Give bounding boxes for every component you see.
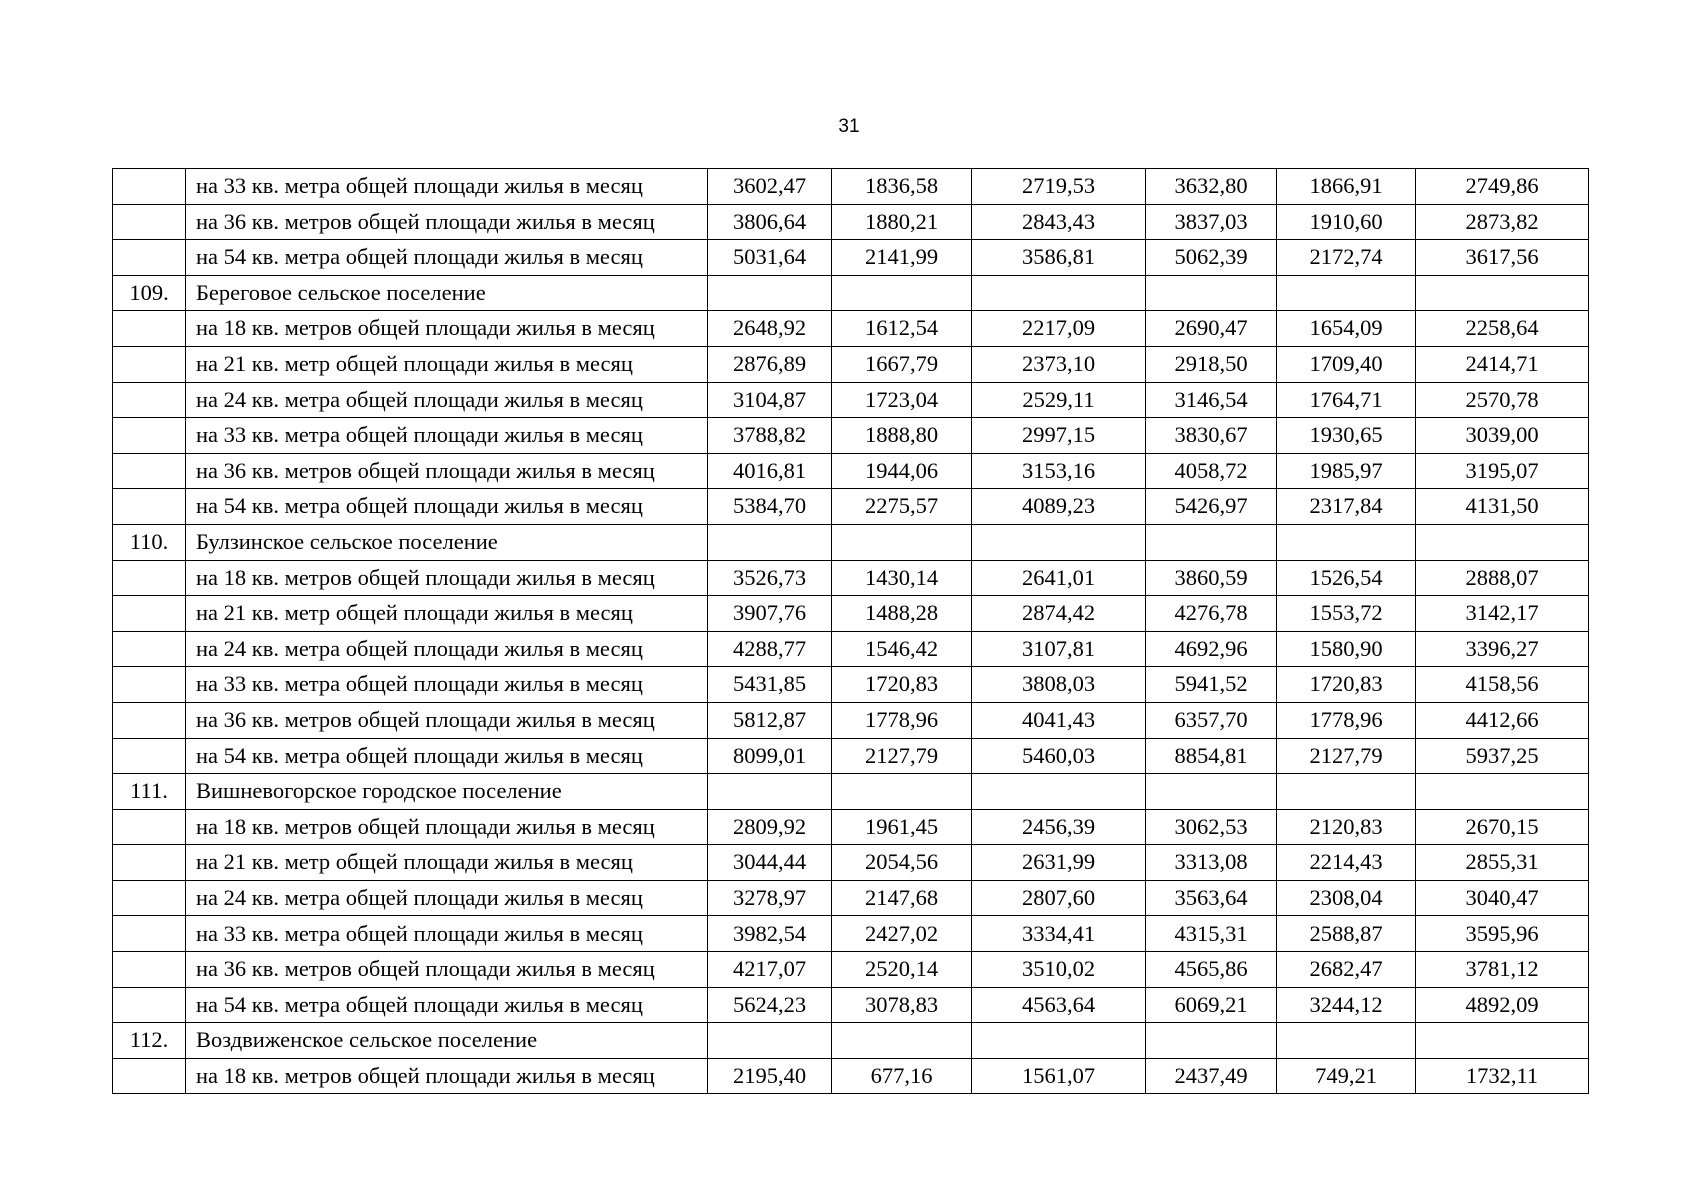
value-cell — [832, 275, 972, 311]
value-cell: 3039,00 — [1416, 418, 1589, 454]
value-cell: 8854,81 — [1146, 738, 1277, 774]
settlement-row — [113, 524, 1589, 560]
value-cell: 2120,83 — [1277, 809, 1416, 845]
value-cell: 3586,81 — [972, 240, 1146, 276]
value-cell: 1985,97 — [1277, 453, 1416, 489]
housing-norm-cell: на 36 кв. метров общей площади жилья в месяц — [186, 204, 708, 240]
value-cell: 1720,83 — [832, 667, 972, 703]
value-cell: 4412,66 — [1416, 702, 1589, 738]
housing-norm-cell: на 36 кв. метров общей площади жилья в месяц — [186, 702, 708, 738]
value-cell: 1667,79 — [832, 346, 972, 382]
value-cell: 3040,47 — [1416, 880, 1589, 916]
value-cell: 3142,17 — [1416, 596, 1589, 632]
value-cell: 5062,39 — [1146, 240, 1277, 276]
value-cell: 4158,56 — [1416, 667, 1589, 703]
tariff-table-body — [113, 169, 1589, 1094]
table-row — [113, 489, 1589, 525]
settlement-row — [113, 1023, 1589, 1059]
value-cell: 3982,54 — [708, 916, 832, 952]
value-cell: 1526,54 — [1277, 560, 1416, 596]
value-cell: 2529,11 — [972, 382, 1146, 418]
table-row — [113, 845, 1589, 881]
value-cell: 1732,11 — [1416, 1058, 1589, 1094]
value-cell — [832, 524, 972, 560]
value-cell: 1720,83 — [1277, 667, 1416, 703]
value-cell: 3062,53 — [1146, 809, 1277, 845]
value-cell — [972, 275, 1146, 311]
value-cell: 3195,07 — [1416, 453, 1589, 489]
value-cell — [1416, 1023, 1589, 1059]
value-cell: 3078,83 — [832, 987, 972, 1023]
value-cell: 2631,99 — [972, 845, 1146, 881]
value-cell — [1277, 524, 1416, 560]
housing-norm-cell: на 21 кв. метр общей площади жилья в месяц — [186, 346, 708, 382]
value-cell — [1146, 275, 1277, 311]
value-cell: 3146,54 — [1146, 382, 1277, 418]
value-cell: 1778,96 — [1277, 702, 1416, 738]
row-number-cell: 109. — [113, 275, 186, 311]
value-cell: 2874,42 — [972, 596, 1146, 632]
value-cell: 3104,87 — [708, 382, 832, 418]
value-cell: 4089,23 — [972, 489, 1146, 525]
value-cell: 5460,03 — [972, 738, 1146, 774]
value-cell: 1880,21 — [832, 204, 972, 240]
value-cell: 2217,09 — [972, 311, 1146, 347]
value-cell: 3107,81 — [972, 631, 1146, 667]
value-cell — [708, 1023, 832, 1059]
value-cell: 2690,47 — [1146, 311, 1277, 347]
housing-norm-cell: на 36 кв. метров общей площади жилья в месяц — [186, 453, 708, 489]
row-number-cell — [113, 880, 186, 916]
value-cell: 4692,96 — [1146, 631, 1277, 667]
value-cell: 2172,74 — [1277, 240, 1416, 276]
table-row — [113, 169, 1589, 205]
value-cell: 2749,86 — [1416, 169, 1589, 205]
table-row — [113, 418, 1589, 454]
value-cell: 2888,07 — [1416, 560, 1589, 596]
value-cell: 1430,14 — [832, 560, 972, 596]
value-cell: 1546,42 — [832, 631, 972, 667]
value-cell: 2054,56 — [832, 845, 972, 881]
tariff-table — [112, 168, 1589, 1094]
row-number-cell — [113, 1058, 186, 1094]
table-row — [113, 311, 1589, 347]
settlement-row — [113, 275, 1589, 311]
row-number-cell: 110. — [113, 524, 186, 560]
value-cell: 4058,72 — [1146, 453, 1277, 489]
value-cell: 3313,08 — [1146, 845, 1277, 881]
settlement-name-cell: Воздвиженское сельское поселение — [186, 1023, 708, 1059]
value-cell: 3788,82 — [708, 418, 832, 454]
value-cell: 2918,50 — [1146, 346, 1277, 382]
table-row — [113, 667, 1589, 703]
row-number-cell: 112. — [113, 1023, 186, 1059]
settlement-name-cell: Береговое сельское поселение — [186, 275, 708, 311]
value-cell: 2843,43 — [972, 204, 1146, 240]
housing-norm-cell: на 24 кв. метра общей площади жилья в месяц — [186, 382, 708, 418]
row-number-cell — [113, 204, 186, 240]
table-row — [113, 987, 1589, 1023]
housing-norm-cell: на 18 кв. метров общей площади жилья в месяц — [186, 809, 708, 845]
value-cell: 3617,56 — [1416, 240, 1589, 276]
value-cell: 2427,02 — [832, 916, 972, 952]
settlement-name-cell: Булзинское сельское поселение — [186, 524, 708, 560]
value-cell: 3602,47 — [708, 169, 832, 205]
housing-norm-cell: на 24 кв. метра общей площади жилья в месяц — [186, 880, 708, 916]
value-cell: 1764,71 — [1277, 382, 1416, 418]
table-row — [113, 453, 1589, 489]
row-number-cell — [113, 952, 186, 988]
housing-norm-cell: на 33 кв. метра общей площади жилья в месяц — [186, 169, 708, 205]
value-cell: 2456,39 — [972, 809, 1146, 845]
value-cell: 5426,97 — [1146, 489, 1277, 525]
table-row — [113, 204, 1589, 240]
value-cell — [1146, 774, 1277, 810]
value-cell: 5812,87 — [708, 702, 832, 738]
value-cell: 4131,50 — [1416, 489, 1589, 525]
table-row — [113, 1058, 1589, 1094]
housing-norm-cell: на 33 кв. метра общей площади жилья в месяц — [186, 916, 708, 952]
value-cell: 2997,15 — [972, 418, 1146, 454]
value-cell: 4315,31 — [1146, 916, 1277, 952]
row-number-cell — [113, 169, 186, 205]
value-cell: 4892,09 — [1416, 987, 1589, 1023]
housing-norm-cell: на 33 кв. метра общей площади жилья в месяц — [186, 418, 708, 454]
table-row — [113, 240, 1589, 276]
value-cell — [708, 275, 832, 311]
value-cell — [1146, 524, 1277, 560]
row-number-cell — [113, 596, 186, 632]
row-number-cell — [113, 453, 186, 489]
value-cell: 749,21 — [1277, 1058, 1416, 1094]
value-cell: 1944,06 — [832, 453, 972, 489]
value-cell: 4016,81 — [708, 453, 832, 489]
value-cell: 2670,15 — [1416, 809, 1589, 845]
housing-norm-cell: на 36 кв. метров общей площади жилья в месяц — [186, 952, 708, 988]
table-row — [113, 916, 1589, 952]
value-cell — [972, 524, 1146, 560]
value-cell: 4565,86 — [1146, 952, 1277, 988]
value-cell: 3044,44 — [708, 845, 832, 881]
value-cell: 3334,41 — [972, 916, 1146, 952]
value-cell: 2873,82 — [1416, 204, 1589, 240]
row-number-cell — [113, 346, 186, 382]
value-cell: 2127,79 — [1277, 738, 1416, 774]
value-cell: 2414,71 — [1416, 346, 1589, 382]
value-cell: 4563,64 — [972, 987, 1146, 1023]
value-cell: 2520,14 — [832, 952, 972, 988]
housing-norm-cell: на 33 кв. метра общей площади жилья в месяц — [186, 667, 708, 703]
value-cell: 1961,45 — [832, 809, 972, 845]
value-cell: 5941,52 — [1146, 667, 1277, 703]
value-cell: 2127,79 — [832, 738, 972, 774]
row-number-cell — [113, 667, 186, 703]
value-cell: 2147,68 — [832, 880, 972, 916]
value-cell: 2141,99 — [832, 240, 972, 276]
housing-norm-cell: на 54 кв. метра общей площади жилья в месяц — [186, 738, 708, 774]
value-cell: 5624,23 — [708, 987, 832, 1023]
row-number-cell — [113, 702, 186, 738]
value-cell: 1910,60 — [1277, 204, 1416, 240]
housing-norm-cell: на 54 кв. метра общей площади жилья в месяц — [186, 240, 708, 276]
table-row — [113, 560, 1589, 596]
value-cell: 3526,73 — [708, 560, 832, 596]
value-cell: 3595,96 — [1416, 916, 1589, 952]
housing-norm-cell: на 54 кв. метра общей площади жилья в месяц — [186, 489, 708, 525]
value-cell: 2719,53 — [972, 169, 1146, 205]
value-cell: 2437,49 — [1146, 1058, 1277, 1094]
table-row — [113, 880, 1589, 916]
value-cell: 1580,90 — [1277, 631, 1416, 667]
value-cell: 2648,92 — [708, 311, 832, 347]
value-cell: 1723,04 — [832, 382, 972, 418]
table-row — [113, 809, 1589, 845]
table-row — [113, 702, 1589, 738]
value-cell: 2807,60 — [972, 880, 1146, 916]
row-number-cell — [113, 240, 186, 276]
value-cell: 5031,64 — [708, 240, 832, 276]
value-cell: 2373,10 — [972, 346, 1146, 382]
value-cell: 2588,87 — [1277, 916, 1416, 952]
value-cell: 2570,78 — [1416, 382, 1589, 418]
row-number-cell — [113, 809, 186, 845]
row-number-cell — [113, 382, 186, 418]
value-cell: 2809,92 — [708, 809, 832, 845]
settlement-name-cell: Вишневогорское городское поселение — [186, 774, 708, 810]
table-row — [113, 596, 1589, 632]
value-cell: 2308,04 — [1277, 880, 1416, 916]
row-number-cell — [113, 738, 186, 774]
housing-norm-cell: на 21 кв. метр общей площади жилья в месяц — [186, 845, 708, 881]
value-cell: 3806,64 — [708, 204, 832, 240]
housing-norm-cell: на 18 кв. метров общей площади жилья в месяц — [186, 1058, 708, 1094]
row-number-cell — [113, 916, 186, 952]
value-cell: 3808,03 — [972, 667, 1146, 703]
housing-norm-cell: на 24 кв. метра общей площади жилья в месяц — [186, 631, 708, 667]
value-cell — [1416, 774, 1589, 810]
value-cell — [708, 774, 832, 810]
value-cell: 2682,47 — [1277, 952, 1416, 988]
value-cell: 3860,59 — [1146, 560, 1277, 596]
row-number-cell — [113, 418, 186, 454]
row-number-cell — [113, 631, 186, 667]
value-cell: 2258,64 — [1416, 311, 1589, 347]
value-cell — [972, 1023, 1146, 1059]
table-row — [113, 738, 1589, 774]
value-cell: 4041,43 — [972, 702, 1146, 738]
value-cell: 3244,12 — [1277, 987, 1416, 1023]
value-cell: 4288,77 — [708, 631, 832, 667]
value-cell: 2275,57 — [832, 489, 972, 525]
value-cell: 3907,76 — [708, 596, 832, 632]
row-number-cell — [113, 489, 186, 525]
value-cell: 3837,03 — [1146, 204, 1277, 240]
value-cell — [708, 524, 832, 560]
value-cell: 2876,89 — [708, 346, 832, 382]
value-cell: 3510,02 — [972, 952, 1146, 988]
page-number: 31 — [838, 116, 860, 137]
value-cell: 3278,97 — [708, 880, 832, 916]
value-cell: 1866,91 — [1277, 169, 1416, 205]
housing-norm-cell: на 18 кв. метров общей площади жилья в месяц — [186, 560, 708, 596]
value-cell: 1709,40 — [1277, 346, 1416, 382]
value-cell: 1888,80 — [832, 418, 972, 454]
value-cell: 2195,40 — [708, 1058, 832, 1094]
value-cell: 2214,43 — [1277, 845, 1416, 881]
value-cell: 4217,07 — [708, 952, 832, 988]
value-cell: 3781,12 — [1416, 952, 1589, 988]
value-cell: 1778,96 — [832, 702, 972, 738]
row-number-cell — [113, 560, 186, 596]
value-cell — [972, 774, 1146, 810]
value-cell: 1488,28 — [832, 596, 972, 632]
housing-norm-cell: на 54 кв. метра общей площади жилья в месяц — [186, 987, 708, 1023]
value-cell — [1277, 1023, 1416, 1059]
value-cell: 3830,67 — [1146, 418, 1277, 454]
table-row — [113, 382, 1589, 418]
value-cell: 6069,21 — [1146, 987, 1277, 1023]
table-row — [113, 631, 1589, 667]
value-cell: 1553,72 — [1277, 596, 1416, 632]
value-cell: 6357,70 — [1146, 702, 1277, 738]
value-cell: 3153,16 — [972, 453, 1146, 489]
value-cell — [1277, 275, 1416, 311]
table-row — [113, 346, 1589, 382]
value-cell: 1836,58 — [832, 169, 972, 205]
value-cell: 2317,84 — [1277, 489, 1416, 525]
value-cell: 5937,25 — [1416, 738, 1589, 774]
value-cell — [1416, 275, 1589, 311]
value-cell — [1146, 1023, 1277, 1059]
table-row — [113, 952, 1589, 988]
row-number-cell: 111. — [113, 774, 186, 810]
value-cell: 3632,80 — [1146, 169, 1277, 205]
row-number-cell — [113, 845, 186, 881]
value-cell: 1930,65 — [1277, 418, 1416, 454]
value-cell: 2641,01 — [972, 560, 1146, 596]
value-cell: 1654,09 — [1277, 311, 1416, 347]
value-cell: 3396,27 — [1416, 631, 1589, 667]
value-cell — [1416, 524, 1589, 560]
row-number-cell — [113, 987, 186, 1023]
value-cell: 1561,07 — [972, 1058, 1146, 1094]
value-cell: 677,16 — [832, 1058, 972, 1094]
value-cell: 2855,31 — [1416, 845, 1589, 881]
value-cell: 1612,54 — [832, 311, 972, 347]
value-cell: 3563,64 — [1146, 880, 1277, 916]
value-cell — [1277, 774, 1416, 810]
settlement-row — [113, 774, 1589, 810]
housing-norm-cell: на 18 кв. метров общей площади жилья в месяц — [186, 311, 708, 347]
value-cell: 5431,85 — [708, 667, 832, 703]
value-cell — [832, 774, 972, 810]
value-cell — [832, 1023, 972, 1059]
housing-norm-cell: на 21 кв. метр общей площади жилья в месяц — [186, 596, 708, 632]
row-number-cell — [113, 311, 186, 347]
value-cell: 4276,78 — [1146, 596, 1277, 632]
value-cell: 5384,70 — [708, 489, 832, 525]
value-cell: 8099,01 — [708, 738, 832, 774]
